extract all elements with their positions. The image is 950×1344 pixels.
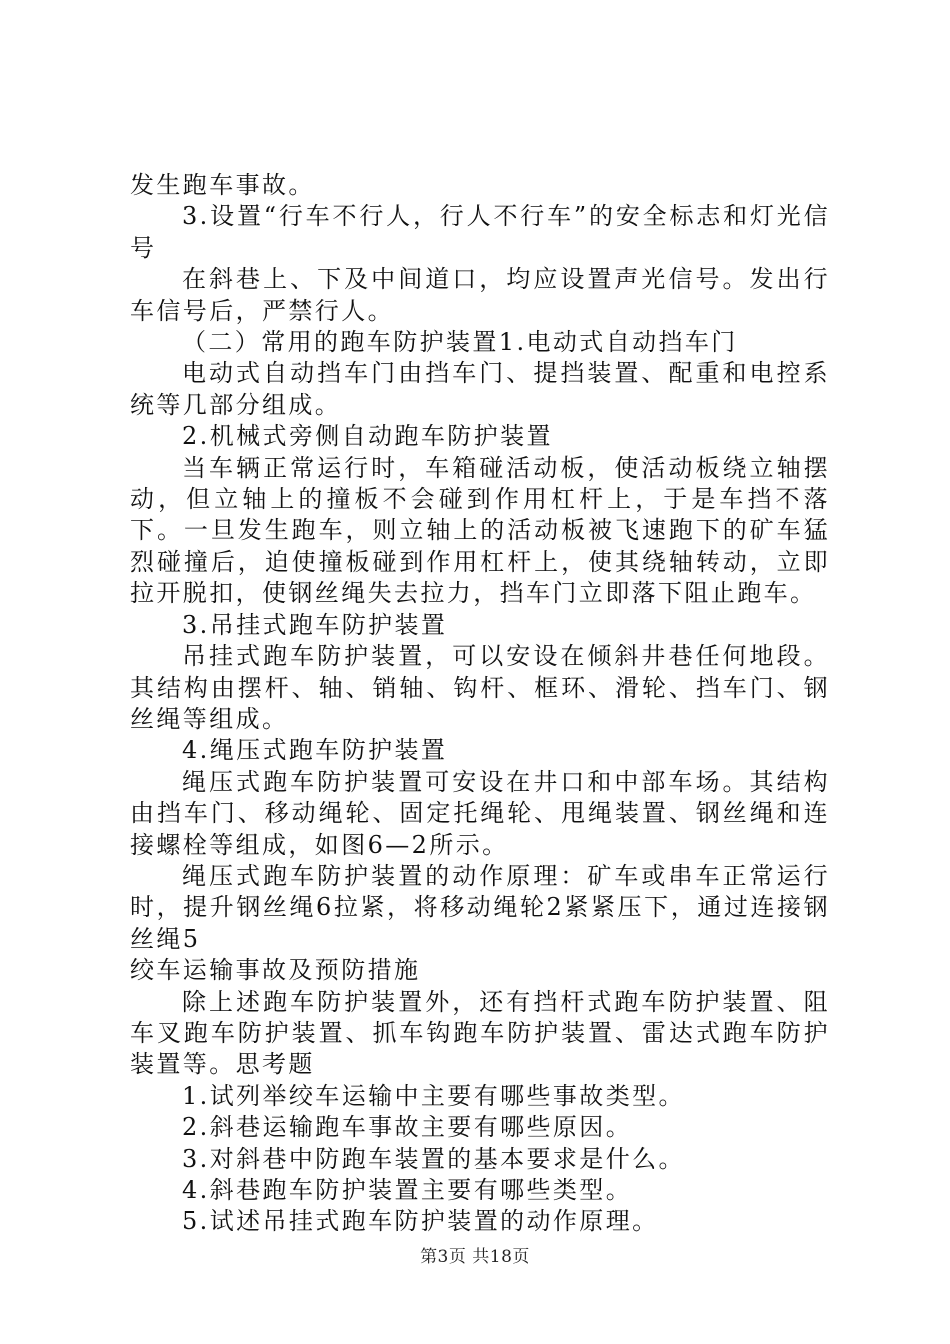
paragraph-operating-principle: 绳压式跑车防护装置的动作原理：矿车或串车正常运行时，提升钢丝绳6拉紧，将移动绳轮2紧紧压下，通过连接钢丝绳5 [130,861,830,953]
heading-hanging-device: 3.吊挂式跑车防护装置 [182,610,448,639]
question-1: 1.试列举绞车运输中主要有哪些事故类型。 [182,1081,685,1110]
paragraph-winch-accidents: 绞车运输事故及预防措施 [130,956,421,985]
heading-common-devices: （二）常用的跑车防护装置1.电动式自动挡车门 [182,328,738,357]
paragraph-rope-pressure-device: 绳压式跑车防护装置可安设在井口和中部车场。其结构由挡车门、移动绳轮、固定托绳轮、甩绳装置、钢丝绳和连接螺栓等组成，如图6—2所示。 [130,767,830,859]
document-body [130,170,830,1238]
question-3: 3.对斜巷中防跑车装置的基本要求是什么。 [182,1144,685,1173]
heading-rope-pressure-device: 4.绳压式跑车防护装置 [182,736,448,765]
paragraph-1: 发生跑车事故。 [130,171,315,199]
paragraph-signals: 在斜巷上、下及中间道口，均应设置声光信号。发出行车信号后，严禁行人。 [130,265,830,325]
heading-safety-signs: 3.设置“行车不行人，行人不行车”的安全标志和灯光信号 [130,202,830,262]
question-5: 5.试述吊挂式跑车防护装置的动作原理。 [182,1207,659,1236]
paragraph-hanging-device: 吊挂式跑车防护装置，可以安设在倾斜井巷任何地段。其结构由摆杆、轴、销轴、钩杆、框环、滑轮、挡车门、钢丝绳等组成。 [130,642,830,733]
paragraph-other-devices: 除上述跑车防护装置外，还有挡杆式跑车防护装置、阻车叉跑车防护装置、抓车钩跑车防护装置、雷达式跑车防护装置等。思考题 [130,987,830,1079]
heading-mechanical-device: 2.机械式旁侧自动跑车防护装置 [182,422,553,451]
question-2: 2.斜巷运输跑车事故主要有哪些原因。 [182,1113,633,1142]
paragraph-electric-door: 电动式自动挡车门由挡车门、提挡装置、配重和电控系统等几部分组成。 [130,359,830,419]
paragraph-mechanical-device: 当车辆正常运行时，车箱碰活动板，使活动板绕立轴摆动，但立轴上的撞板不会碰到作用杠杆上，于是车挡不落下。一旦发生跑车，则立轴上的活动板被飞速跑下的矿车猛烈碰撞后，迫使撞板碰到作用杠杆上，使其绕轴转动，立即拉开脱扣，使钢丝绳失去拉力，挡车门立即落下阻止跑车。 [130,453,830,608]
page-footer: 第3页 共18页 [420,1247,530,1267]
question-4: 4.斜巷跑车防护装置主要有哪些类型。 [182,1176,633,1204]
